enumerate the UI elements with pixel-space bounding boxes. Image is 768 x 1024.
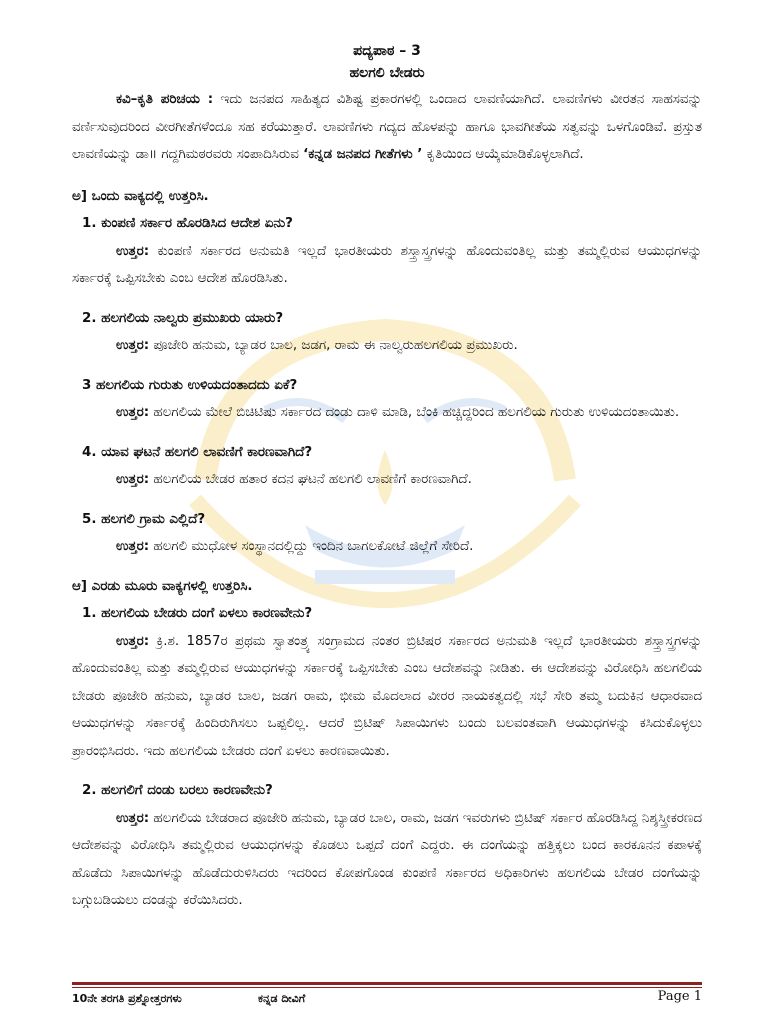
intro-text-2: ಕೃತಿಯಿಂದ ಆಯ್ಕೆಮಾಡಿಕೊಳ್ಳಲಾಗಿದೆ. — [422, 147, 584, 162]
section-a-q4: 4. ಯಾವ ಘಟನೆ ಹಲಗಲಿ ಲಾವಣಿಗೆ ಕಾರಣವಾಗಿದೆ? ಉತ್ತರ: ಹಲಗಲಿಯ ಬೇಡರ ಹತಾರ ಕದನ ಘಟನೆ ಹಲಗಲಿ ಲಾವಣಿಗೆ ಕಾರಣವಾಗಿದೆ. — [82, 444, 472, 487]
section-b-q1: 1. ಹಲಗಲಿಯ ಬೇಡರು ದಂಗೆ ಏಳಲು ಕಾರಣವೇನು? ಉತ್ತರ: ಕ್ರಿ.ಶ. 1857ರ ಪ್ರಥಮ ಸ್ವಾತಂತ್ರ್ಯ ಸಂಗ್ರಾಮದ ನಂತರ ಬ್ರಿಟಿಷರ ಸರ್ಕಾರದ ಅನುಮತಿ ಇಲ್ಲದೆ ಭಾರತೀಯರು ಶಸ್ತ್ರಾಸ್ತ್ರಗಳನ್ನು ಹೊಂದುವಂತಿಲ್ಲ ಮತ್ತು ತಮ್ಮಲ್ಲಿರುವ ಆಯುಧಗಳನ್ನು ಸರ್ಕಾರಕ್ಕೆ ಒಪ್ಪಿಸಬೇಕು ಎಂಬ ಆದೇಶವನ್ನು ನೀಡಿತು. ಈ ಆದೇಶವನ್ನು ವಿರೋಧಿಸಿ ಹಲಗಲಿಯ ಬೇಡರು ಪೂಜೇರಿ ಹನುಮ, ಬ್ಯಾಡರ ಬಾಲ, ಜಡಗ ರಾಮ, ಭೀಮ ಮೊದಲಾದ ವೀರರ ನಾಯಕತ್ವದಲ್ಲಿ ಸಭೆ ಸೇರಿ ತಮ್ಮ ಬದುಕಿನ ಆಧಾರವಾದ ಆಯುಧಗಳನ್ನು ಸರ್ಕಾರಕ್ಕೆ ಹಿಂದಿರುಗಿಸಲು ಒಪ್ಪಲಿಲ್ಲ. ಆದರೆ ಬ್ರಿಟಿಷ್ ಸಿಪಾಯಿಗಳು ಬಂದು ಬಲವಂತವಾಗಿ ಆಯುಧಗಳನ್ನು ಕಸಿದುಕೊಳ್ಳಲು ಪ್ರಾರಂಭಿಸಿದರು. ಇದು ಹಲಗಲಿಯ ಬೇಡರು ದಂಗೆ ಏಳಲು ಕಾರಣವಾಯಿತು. — [72, 606, 702, 759]
answer-label: ಉತ್ತರ: — [116, 243, 150, 259]
intro-book-title: ‘ಕನ್ನಡ ಜನಪದ ಗೀತೆಗಳು ’ — [303, 147, 423, 162]
question-text: ಹಲಗಲಿಯ ಗುರುತು ಉಳಿಯದಂತಾದದು ಏಕೆ? — [96, 377, 298, 393]
answer-text: ಹಲಗಲಿಯ ಮೇಲೆ ಬಿಚಿಟಿಷು ಸರ್ಕಾರದ ದಂಡು ದಾಳಿ ಮಾಡಿ, ಬೆಂಕಿ ಹಚ್ಚಿದ್ದರಿಂದ ಹಲಗಲಿಯ ಗುರುತು ಉಳಿಯದಂತಾಯಿತು. — [149, 405, 680, 420]
section-a-q2: 2. ಹಲಗಲಿಯ ನಾಲ್ವರು ಪ್ರಮುಖರು ಯಾರು? ಉತ್ತರ: ಪೂಜೇರಿ ಹನುಮ, ಬ್ಯಾಡರ ಬಾಲ, ಜಡಗ, ರಾಮ ಈ ನಾಲ್ವರುಹಲಗಲಿಯ ಪ್ರಮುಖರು. — [82, 310, 518, 353]
question-text: ಹಲಗಲಿಯ ನಾಲ್ವರು ಪ್ರಮುಖರು ಯಾರು? — [101, 310, 284, 326]
section-b-q2: 2. ಹಲಗಲಿಗೆ ದಂಡು ಬರಲು ಕಾರಣವೇನು? ಉತ್ತರ: ಹಲಗಲಿಯ ಬೇಡರಾದ ಪೂಜೇರಿ ಹನುಮ, ಬ್ಯಾಡರ ಬಾಲ, ರಾಮ, ಜಡಗ ಇವರುಗಳು ಬ್ರಿಟಿಷ್ ಸರ್ಕಾರ ಹೊರಡಿಸಿದ್ದ ನಿಶ್ಶಸ್ತ್ರೀಕರಣದ ಆದೇಶವನ್ನು ವಿರೋಧಿಸಿ ತಮ್ಮಲ್ಲಿರುವ ಆಯುಧಗಳನ್ನು ಕೊಡಲು ಒಪ್ಪದೆ ದಂಗೆ ಎದ್ದರು. ಈ ದಂಗೆಯನ್ನು ಹತ್ತಿಕ್ಕಲು ಬಂದ ಕಾರಕೂನನ ಕಪಾಳಕ್ಕೆ ಹೊಡೆದು ಸಿಪಾಯಿಗಳನ್ನು ಹೊಡೆದುರುಳಿಸಿದರು ಇದರಿಂದ ಕೋಪಗೊಂಡ ಕುಂಪಣಿ ಸರ್ಕಾರದ ಅಧಿಕಾರಿಗಳು ಹಲಗಲಿಯ ಬೇಡರ ದಂಗೆಯನ್ನು ಬಗ್ಗುಬಡಿಯಲು ದಂಡನ್ನು ಕರೆಯಿಸಿದರು. — [72, 783, 702, 908]
section-a-q3: 3 ಹಲಗಲಿಯ ಗುರುತು ಉಳಿಯದಂತಾದದು ಏಕೆ? ಉತ್ತರ: ಹಲಗಲಿಯ ಮೇಲೆ ಬಿಚಿಟಿಷು ಸರ್ಕಾರದ ದಂಡು ದಾಳಿ ಮಾಡಿ, ಬೆಂಕಿ ಹಚ್ಚಿದ್ದರಿಂದ ಹಲಗಲಿಯ ಗುರುತು ಉಳಿಯದಂತಾಯಿತು. — [82, 377, 680, 420]
question-text: ಯಾವ ಘಟನೆ ಹಲಗಲಿ ಲಾವಣಿಗೆ ಕಾರಣವಾಗಿದೆ? — [101, 444, 313, 460]
poem-title: ಹಲಗಲಿ ಬೇಡರು — [349, 65, 425, 81]
answer-text: ಕ್ರಿ.ಶ. 1857ರ ಪ್ರಥಮ ಸ್ವಾತಂತ್ರ್ಯ ಸಂಗ್ರಾಮದ ನಂತರ ಬ್ರಿಟಿಷರ ಸರ್ಕಾರದ ಅನುಮತಿ ಇಲ್ಲದೆ ಭಾರತೀಯರು ಶಸ್ತ್ರಾಸ್ತ್ರಗಳನ್ನು ಹೊಂದುವಂತಿಲ್ಲ ಮತ್ತು ತಮ್ಮಲ್ಲಿರುವ ಆಯುಧಗಳನ್ನು ಸರ್ಕಾರಕ್ಕೆ ಒಪ್ಪಿಸಬೇಕು ಎಂಬ ಆದೇಶವನ್ನು ನೀಡಿತು. ಈ ಆದೇಶವನ್ನು ವಿರೋಧಿಸಿ ಹಲಗಲಿಯ ಬೇಡರು ಪೂಜೇರಿ ಹನುಮ, ಬ್ಯಾಡರ ಬಾಲ, ಜಡಗ ರಾಮ, ಭೀಮ ಮೊದಲಾದ ವೀರರ ನಾಯಕತ್ವದಲ್ಲಿ ಸಭೆ ಸೇರಿ ತಮ್ಮ ಬದುಕಿನ ಆಧಾರವಾದ ಆಯುಧಗಳನ್ನು ಸರ್ಕಾರಕ್ಕೆ ಹಿಂದಿರುಗಿಸಲು ಒಪ್ಪಲಿಲ್ಲ. ಆದರೆ ಬ್ರಿಟಿಷ್ ಸಿಪಾಯಿಗಳು ಬಂದು ಬಲವಂತವಾಗಿ ಆಯುಧಗಳನ್ನು ಕಸಿದುಕೊಳ್ಳಲು ಪ್ರಾರಂಭಿಸಿದರು. ಇದು ಹಲಗಲಿಯ ಬೇಡರು ದಂಗೆ ಏಳಲು ಕಾರಣವಾಯಿತು. — [72, 633, 702, 759]
intro-paragraph — [72, 86, 702, 169]
footer-site-name: ಕನ್ನಡ ದೀವಿಗೆ — [258, 992, 306, 1005]
footer-rule-thin — [72, 987, 702, 988]
page-number: Page 1 — [657, 989, 702, 1004]
question-text: ಕುಂಪಣಿ ಸರ್ಕಾರ ಹೊರಡಿಸಿದ ಆದೇಶ ಏನು? — [101, 216, 293, 231]
answer-label: ಉತ್ತರ: — [116, 810, 150, 826]
answer-text: ಪೂಜೇರಿ ಹನುಮ, ಬ್ಯಾಡರ ಬಾಲ, ಜಡಗ, ರಾಮ ಈ ನಾಲ್ವರುಹಲಗಲಿಯ ಪ್ರಮುಖರು. — [149, 338, 518, 353]
footer-class-label: 10ನೇ ತರಗತಿ ಪ್ರಶ್ನೋತ್ತರಗಳು — [72, 992, 182, 1005]
intro-label: ಕವಿ–ಕೃತಿ ಪರಿಚಯ : — [116, 92, 214, 107]
section-a-q1: 1. ಕುಂಪಣಿ ಸರ್ಕಾರ ಹೊರಡಿಸಿದ ಆದೇಶ ಏನು? ಉತ್ತರ: ಕುಂಪಣಿ ಸರ್ಕಾರದ ಅನುಮತಿ ಇಲ್ಲದೆ ಭಾರತೀಯರು ಶಸ್ತ್ರಾಸ್ತ್ರಗಳನ್ನು ಹೊಂದುವಂತಿಲ್ಲ ಮತ್ತು ತಮ್ಮಲ್ಲಿರುವ ಆಯುಧಗಳನ್ನು ಸರ್ಕಾರಕ್ಕೆ ಒಪ್ಪಿಸಬೇಕು ಎಂಬ ಆದೇಶ ಹೊರಡಿಸಿತು. — [72, 216, 702, 286]
document-content — [72, 40, 702, 915]
answer-label: ಉತ್ತರ: — [116, 405, 150, 420]
answer-text: ಹಲಗಲಿ ಮುಧೋಳ ಸಂಸ್ಥಾನದಲ್ಲಿದ್ದು ಇಂದಿನ ಬಾಗಲಕೋಟೆ ಜಿಲ್ಲೆಗೆ ಸೇರಿದೆ. — [149, 539, 474, 554]
answer-label: ಉತ್ತರ: — [116, 338, 150, 353]
section-b-heading: ಆ] ಎರಡು ಮೂರು ವಾಕ್ಯಗಳಲ್ಲಿ ಉತ್ತರಿಸಿ. — [72, 578, 253, 594]
footer-rule-thick — [72, 982, 702, 985]
question-text: ಹಲಗಲಿ ಗ್ರಾಮ ಎಲ್ಲಿದೆ? — [101, 511, 206, 527]
section-a-q5: 5. ಹಲಗಲಿ ಗ್ರಾಮ ಎಲ್ಲಿದೆ? ಉತ್ತರ: ಹಲಗಲಿ ಮುಧೋಳ ಸಂಸ್ಥಾನದಲ್ಲಿದ್ದು ಇಂದಿನ ಬಾಗಲಕೋಟೆ ಜಿಲ್ಲೆಗೆ ಸೇರಿದೆ. — [82, 511, 474, 554]
answer-text: ಹಲಗಲಿಯ ಬೇಡರ ಹತಾರ ಕದನ ಘಟನೆ ಹಲಗಲಿ ಲಾವಣಿಗೆ ಕಾರಣವಾಗಿದೆ. — [149, 472, 472, 487]
answer-label: ಉತ್ತರ: — [116, 633, 150, 649]
intro-text-1: ಇದು ಜನಪದ ಸಾಹಿತ್ಯದ ವಿಶಿಷ್ಟ ಪ್ರಕಾರಗಳಲ್ಲಿ ಒಂದಾದ ಲಾವಣಿಯಾಗಿದೆ. ಲಾವಣಿಗಳು ವೀರತನ ಸಾಹಸವನ್ನು ವರ್ಣಿಸುವುದರಿಂದ ವೀರಗೀತೆಗಳೆಂದೂ ಸಹ ಕರೆಯುತ್ತಾರೆ. ಲಾವಣಿಗಳು ಗದ್ಯದ ಹೊಳಪನ್ನು ಹಾಗೂ ಭಾವಗೀತೆಯ ಸತ್ವವನ್ನು ಒಳಗೊಂಡಿವೆ. ಪ್ರಸ್ತುತ ಲಾವಣಿಯನ್ನು ಡಾ॥ ಗದ್ದಗಿಮಠರವರು ಸಂಪಾದಿಸಿರುವ — [72, 92, 702, 162]
question-text: ಹಲಗಲಿಯ ಬೇಡರು ದಂಗೆ ಏಳಲು ಕಾರಣವೇನು? — [101, 606, 313, 621]
answer-text: ಕುಂಪಣಿ ಸರ್ಕಾರದ ಅನುಮತಿ ಇಲ್ಲದೆ ಭಾರತೀಯರು ಶಸ್ತ್ರಾಸ್ತ್ರಗಳನ್ನು ಹೊಂದುವಂತಿಲ್ಲ ಮತ್ತು ತಮ್ಮಲ್ಲಿರುವ ಆಯುಧಗಳನ್ನು ಸರ್ಕಾರಕ್ಕೆ ಒಪ್ಪಿಸಬೇಕು ಎಂಬ ಆದೇಶ ಹೊರಡಿಸಿತು. — [72, 243, 702, 286]
section-a-heading: ಅ] ಒಂದು ವಾಕ್ಯದಲ್ಲಿ ಉತ್ತರಿಸಿ. — [72, 188, 209, 204]
answer-text: ಹಲಗಲಿಯ ಬೇಡರಾದ ಪೂಜೇರಿ ಹನುಮ, ಬ್ಯಾಡರ ಬಾಲ, ರಾಮ, ಜಡಗ ಇವರುಗಳು ಬ್ರಿಟಿಷ್ ಸರ್ಕಾರ ಹೊರಡಿಸಿದ್ದ ನಿಶ್ಶಸ್ತ್ರೀಕರಣದ ಆದೇಶವನ್ನು ವಿರೋಧಿಸಿ ತಮ್ಮಲ್ಲಿರುವ ಆಯುಧಗಳನ್ನು ಕೊಡಲು ಒಪ್ಪದೆ ದಂಗೆ ಎದ್ದರು. ಈ ದಂಗೆಯನ್ನು ಹತ್ತಿಕ್ಕಲು ಬಂದ ಕಾರಕೂನನ ಕಪಾಳಕ್ಕೆ ಹೊಡೆದು ಸಿಪಾಯಿಗಳನ್ನು ಹೊಡೆದುರುಳಿಸಿದರು ಇದರಿಂದ ಕೋಪಗೊಂಡ ಕುಂಪಣಿ ಸರ್ಕಾರದ ಅಧಿಕಾರಿಗಳು ಹಲಗಲಿಯ ಬೇಡರ ದಂಗೆಯನ್ನು ಬಗ್ಗುಬಡಿಯಲು ದಂಡನ್ನು ಕರೆಯಿಸಿದರು. — [72, 810, 702, 908]
question-text: ಹಲಗಲಿಗೆ ದಂಡು ಬರಲು ಕಾರಣವೇನು? — [101, 783, 273, 798]
lesson-heading: ಪದ್ಯಪಾಠ – 3 — [353, 43, 421, 59]
answer-label: ಉತ್ತರ: — [116, 539, 150, 554]
answer-label: ಉತ್ತರ: — [116, 472, 150, 487]
